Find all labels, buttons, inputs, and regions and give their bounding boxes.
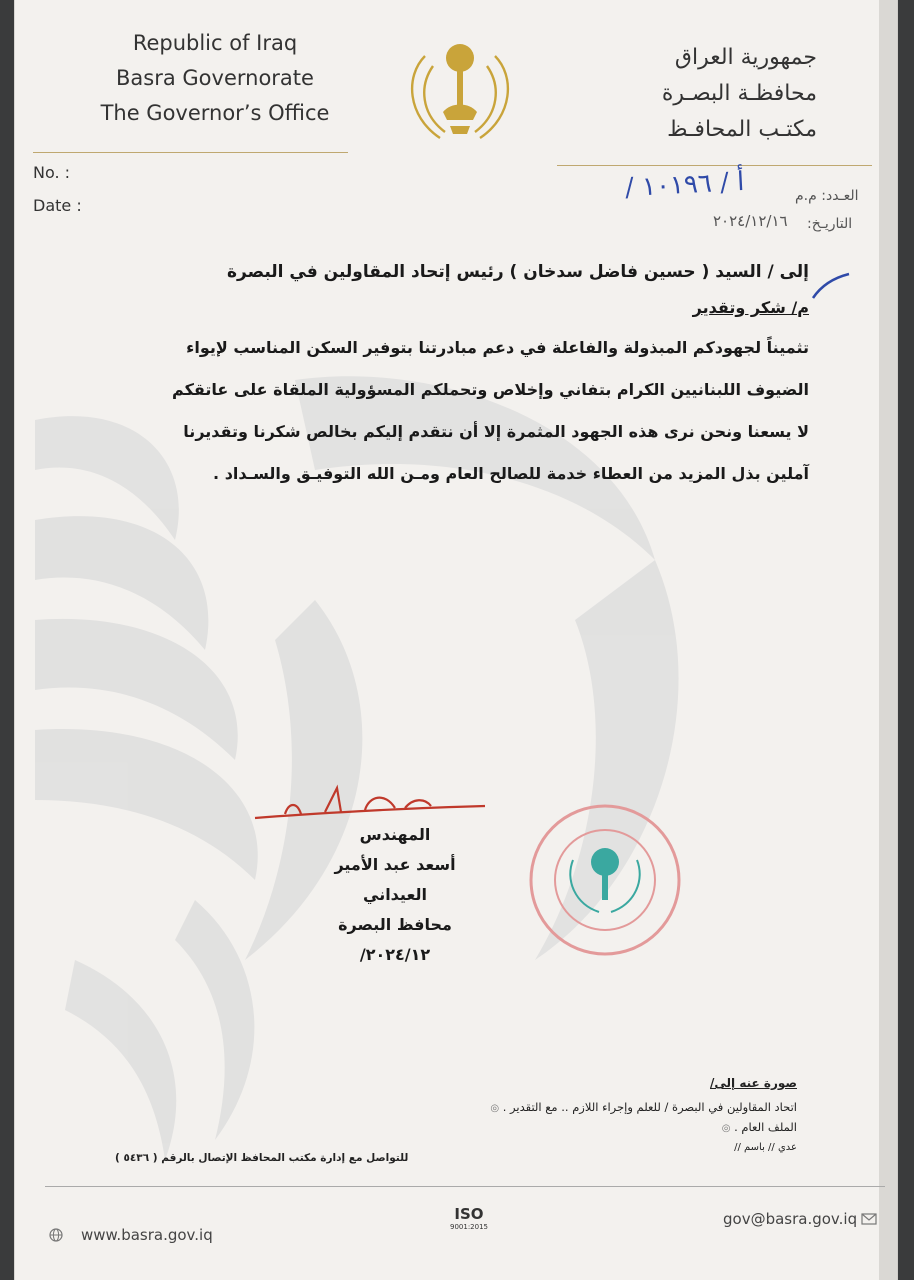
- envelope-icon: [861, 1213, 877, 1225]
- body-line: الضيوف اللبنانيين الكرام بتفاني وإخلاص وتحملكم المسؤولية الملقاة على عاتقكم: [172, 380, 809, 399]
- letter-subject: م/ شكر وتقدير: [692, 298, 809, 317]
- english-header-line: Basra Governorate: [116, 66, 314, 90]
- signature-date: ٢٠٢٤/١٢/: [359, 945, 431, 964]
- signatory-block: [315, 820, 475, 970]
- footer-divider: [45, 1186, 885, 1187]
- arabic-header-line: مكتـب المحافـظ: [667, 117, 817, 142]
- bullet-icon: ◎: [721, 1123, 731, 1134]
- letter-page: [14, 0, 898, 1280]
- signatory-position: محافظ البصرة: [338, 915, 452, 934]
- arabic-letterhead: [557, 40, 817, 148]
- cc-item: [722, 1120, 797, 1134]
- globe-icon: [49, 1228, 63, 1242]
- cc-item-text: الملف العام .: [734, 1120, 797, 1134]
- contact-note: للتواصل مع إدارة مكتب المحافظ الإتصال بالرقم ( ٥٤٣٦ ): [115, 1152, 409, 1164]
- cc-item-text: اتحاد المقاولين في البصرة / للعلم وإجراء اللازم .. مع التقدير .: [502, 1100, 797, 1114]
- english-header-line: Republic of Iraq: [132, 31, 298, 55]
- signatory-title: المهندس: [359, 825, 431, 844]
- body-line: آملين بذل المزيد من العطاء خدمة للصالح العام ومـن الله التوفيـق والسـداد .: [213, 464, 809, 483]
- typist-initials: عدي // باسم //: [734, 1142, 797, 1153]
- letter-date: ٢٠٢٤/١٢/١٦: [713, 212, 788, 230]
- english-header-line: The Governor’s Office: [100, 101, 330, 125]
- email-link[interactable]: gov@basra.gov.iq: [723, 1210, 858, 1228]
- arabic-header-line: محافظـة البصـرة: [661, 81, 817, 106]
- official-stamp: [515, 800, 695, 960]
- cc-heading: صورة عنه إلى/: [710, 1076, 797, 1090]
- iso-label: ISO: [454, 1205, 484, 1223]
- signatory-name: أسعد عبد الأمير العيداني: [334, 855, 456, 904]
- governorate-emblem-logo: [395, 36, 525, 146]
- website-link[interactable]: www.basra.gov.iq: [81, 1226, 213, 1244]
- body-line: لا يسعنا ونحن نرى هذه الجهود المثمرة إلا أن نتقدم إليكم بخالص شكرنا وتقديرنا: [183, 422, 809, 441]
- recipient-line: إلى / السيد ( حسين فاضل سدخان ) رئيس إتحاد المقاولين في البصرة: [226, 262, 809, 282]
- header-divider-left: [33, 152, 348, 153]
- body-line: تثميناً لجهودكم المبذولة والفاعلة في دعم مبادرتنا بتوفير السكن المناسب لإيواء: [186, 338, 809, 357]
- arabic-date-label: التاريـخ:: [807, 216, 853, 232]
- iso-number: 9001:2015: [450, 1223, 488, 1231]
- reference-label: العـدد: م.م: [795, 188, 859, 204]
- arabic-header-line: جمهورية العراق: [674, 45, 817, 70]
- date-label: Date :: [33, 196, 82, 215]
- reference-number: / أ / ١٠١٩٦: [624, 166, 746, 204]
- checkmark-annotation: [811, 270, 851, 300]
- header-divider-right: [557, 165, 872, 166]
- number-label: No. :: [33, 163, 71, 182]
- cc-item: [490, 1100, 797, 1114]
- english-letterhead: [85, 26, 345, 131]
- bullet-icon: ◎: [490, 1103, 500, 1114]
- iso-certification-badge: [441, 1205, 497, 1255]
